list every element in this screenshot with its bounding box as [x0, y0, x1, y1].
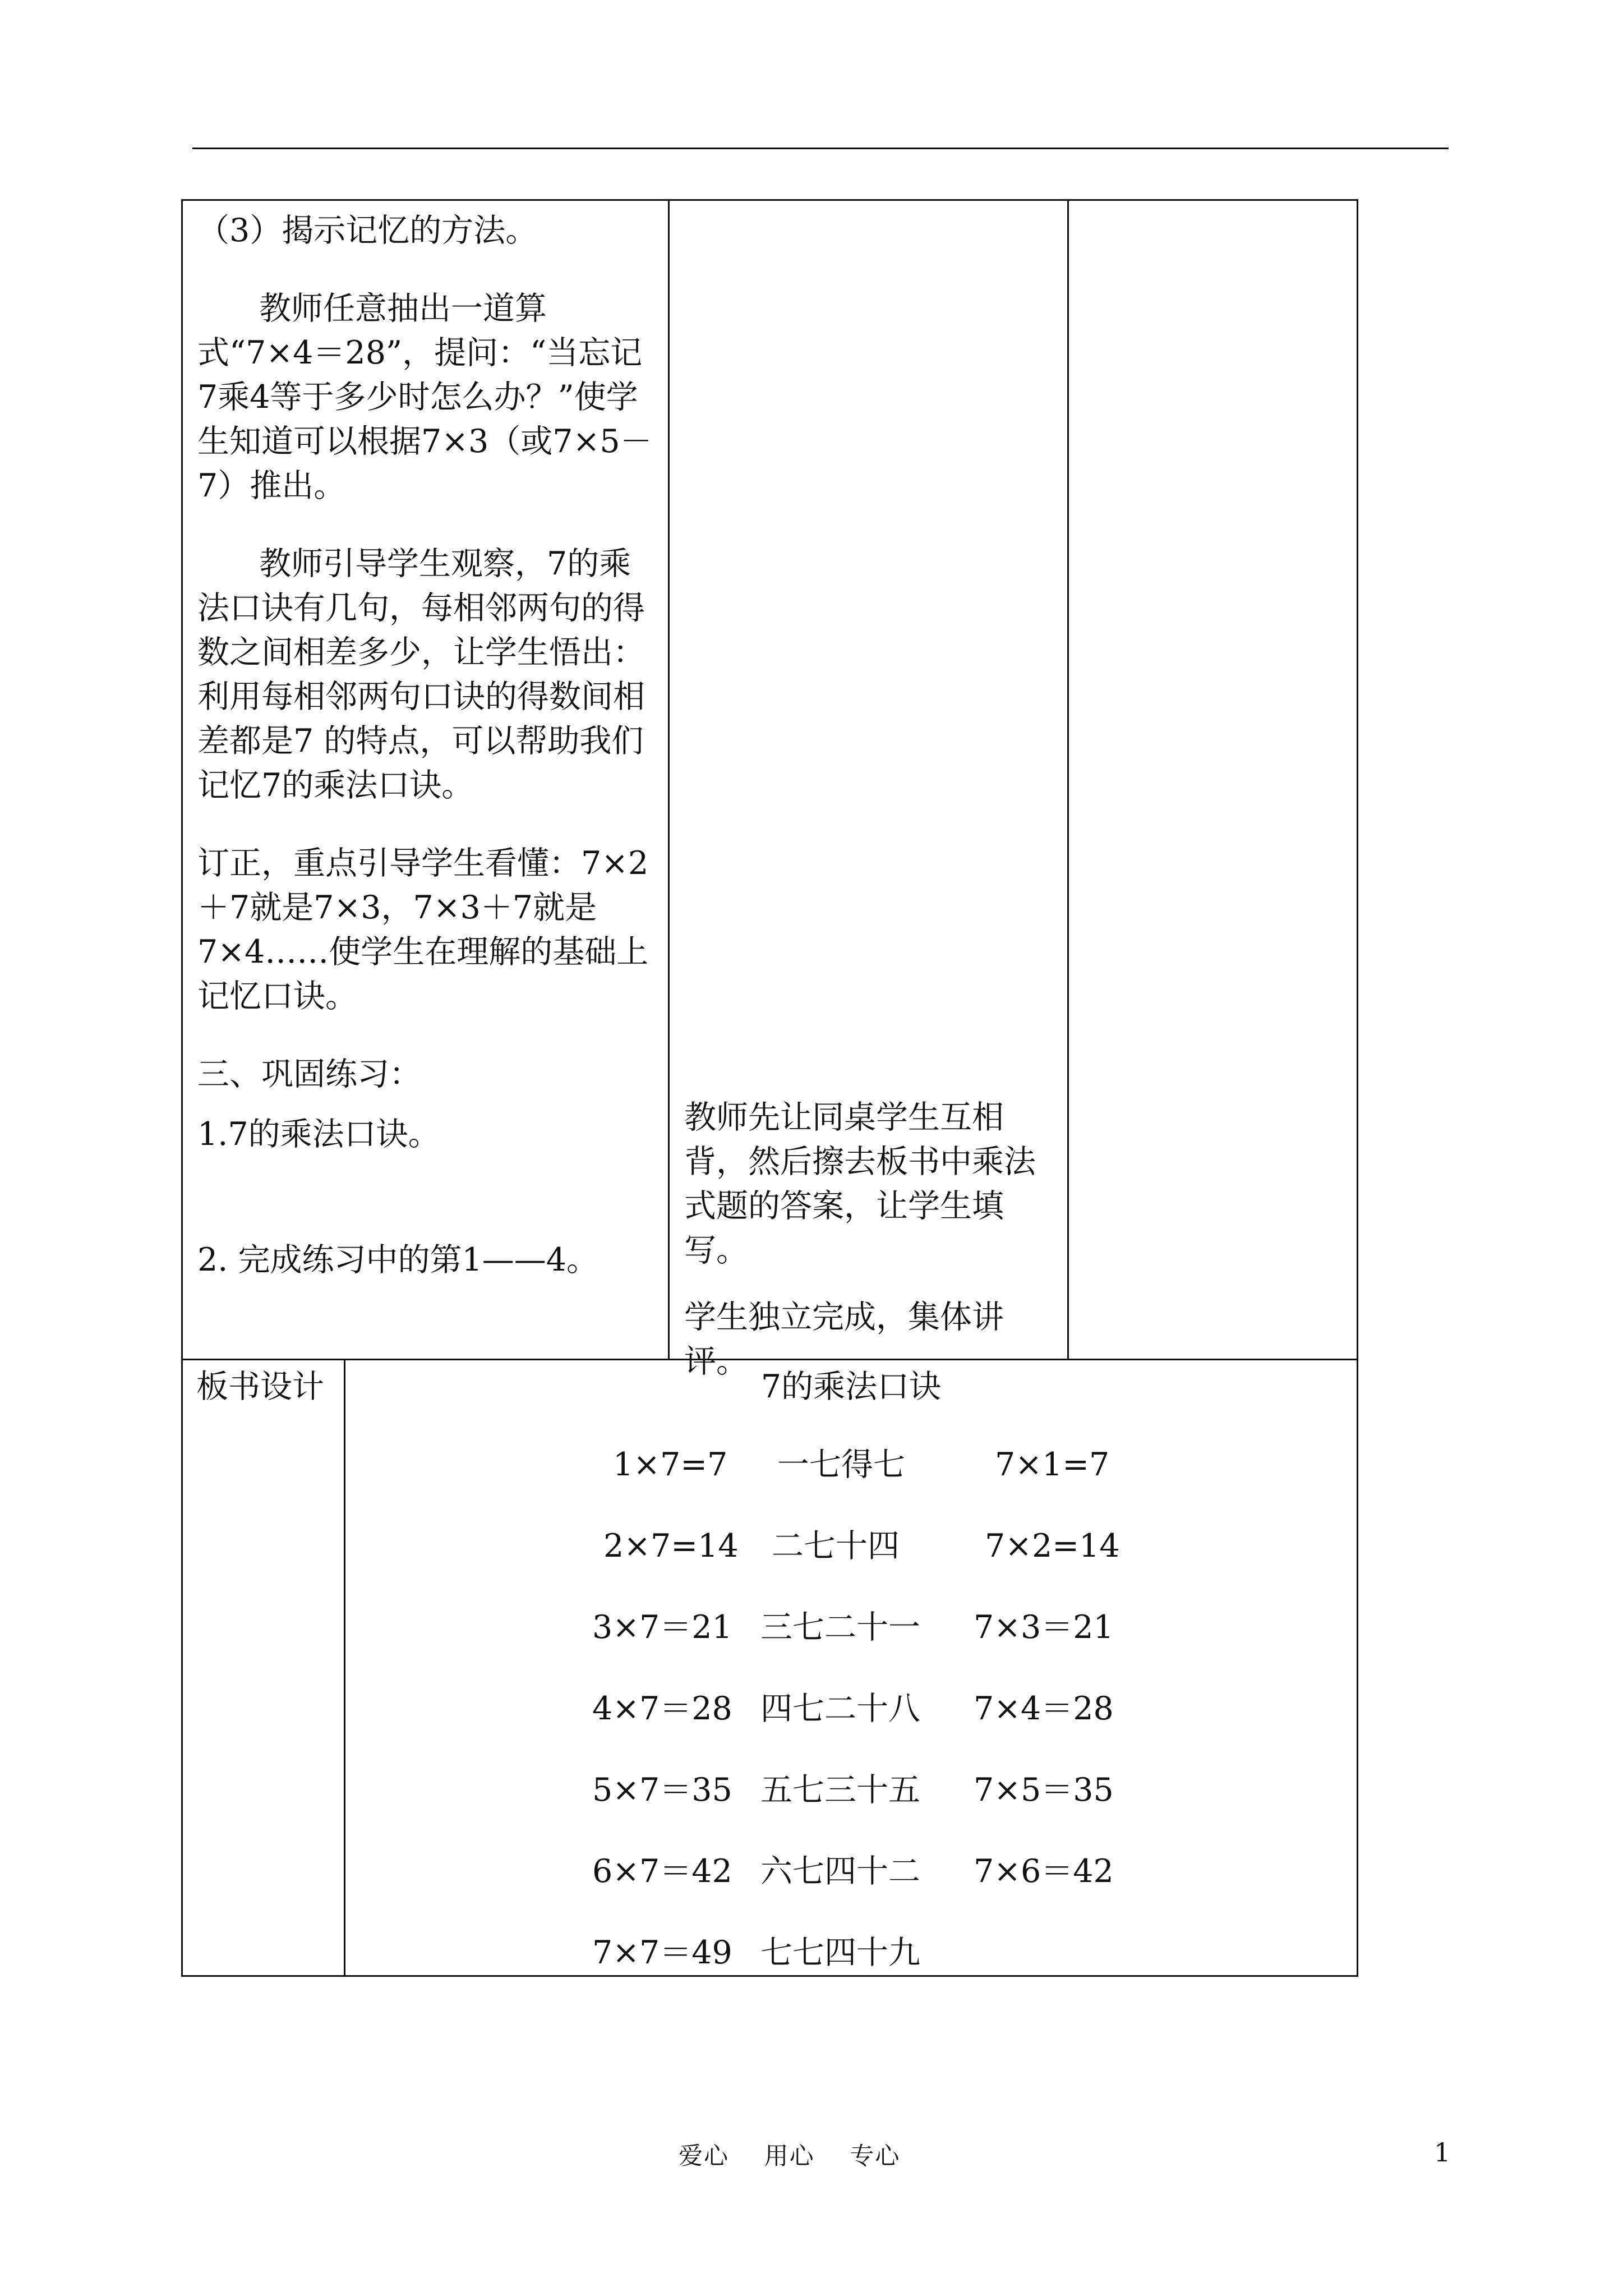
board-design-label: 板书设计 — [182, 1360, 345, 1976]
rhyme-row — [345, 1443, 1357, 1487]
rhyme-row — [345, 1687, 1357, 1731]
rhyme-text: 一七得七 — [777, 1446, 905, 1483]
equation-left: 2×7=14 — [603, 1527, 739, 1565]
rhyme-row — [345, 1931, 1357, 1975]
header-rule — [192, 148, 1449, 149]
rhyme-row — [345, 1605, 1357, 1650]
rhyme-row — [345, 1524, 1357, 1568]
exercise-1: 1.7的乘法口诀。 — [197, 1116, 440, 1153]
exercise-2: 2. 完成练习中的第1——4。 — [197, 1241, 599, 1278]
section-consolidation-heading: 三、巩固练习： — [197, 1056, 421, 1093]
equation-left: 4×7＝28 — [592, 1690, 732, 1727]
item3-heading: （3）揭示记忆的方法。 — [197, 212, 538, 249]
activity-note-recite: 教师先让同桌学生互相背，然后擦去板书中乘法式题的答案，让学生填写。 — [684, 1099, 1036, 1269]
equation-right: 7×6＝42 — [974, 1853, 1114, 1890]
teacher-activity-cell — [669, 200, 1068, 1380]
remarks-cell — [1068, 200, 1358, 1360]
board-design-row — [182, 1360, 1358, 1976]
activity-note-independent: 学生独立完成，集体讲评。 — [684, 1299, 1004, 1380]
footer-motto: 爱心 用心 专心 — [679, 2142, 901, 2170]
rhyme-text: 五七三十五 — [760, 1772, 920, 1809]
equation-left: 5×7＝35 — [592, 1772, 732, 1809]
paragraph-observation: 教师引导学生观察，7的乘法口诀有几句，每相邻两句的得数之间相差多少，让学生悟出：利用每相邻两句口诀的得数间相差都是7 的特点，可以帮助我们记忆7的乘法口诀。 — [197, 545, 645, 804]
equation-right: 7×2=14 — [985, 1527, 1120, 1565]
procedure-row — [182, 200, 1358, 1360]
rhyme-row — [345, 1768, 1357, 1812]
paragraph-recall-method: 教师任意抽出一道算式“7×4＝28”，提问：“当忘记7乘4等于多少时怎么办？”使学生知道可以根据7×3（或7×5－7）推出。 — [197, 290, 652, 504]
rhyme-row — [345, 1849, 1357, 1894]
rhyme-text: 二七十四 — [772, 1527, 900, 1565]
equation-left: 3×7＝21 — [592, 1609, 732, 1646]
paragraph-correction: 订正，重点引导学生看懂：7×2＋7就是7×3，7×3＋7就是7×4……使学生在理解的基础上记忆口诀。 — [197, 845, 649, 1015]
equation-left: 1×7=7 — [613, 1446, 728, 1483]
board-title: 7的乘法口诀 — [760, 1368, 942, 1405]
equation-left: 7×7＝49 — [592, 1934, 732, 1971]
equation-right: 7×3＝21 — [974, 1609, 1114, 1646]
teaching-content-cell — [182, 200, 669, 1360]
rhyme-text: 四七二十八 — [760, 1690, 920, 1727]
rhyme-text: 七七四十九 — [760, 1934, 920, 1971]
lesson-table — [181, 199, 1358, 1977]
equation-right: 7×4＝28 — [974, 1690, 1114, 1727]
rhyme-text: 六七四十二 — [760, 1853, 920, 1890]
rhyme-text: 三七二十一 — [760, 1609, 920, 1646]
equation-left: 6×7＝42 — [592, 1853, 732, 1890]
equation-right: 7×1=7 — [995, 1446, 1110, 1483]
page-number: 1 — [1434, 2137, 1451, 2168]
board-design-content — [345, 1360, 1358, 1976]
equation-right: 7×5＝35 — [974, 1772, 1114, 1809]
